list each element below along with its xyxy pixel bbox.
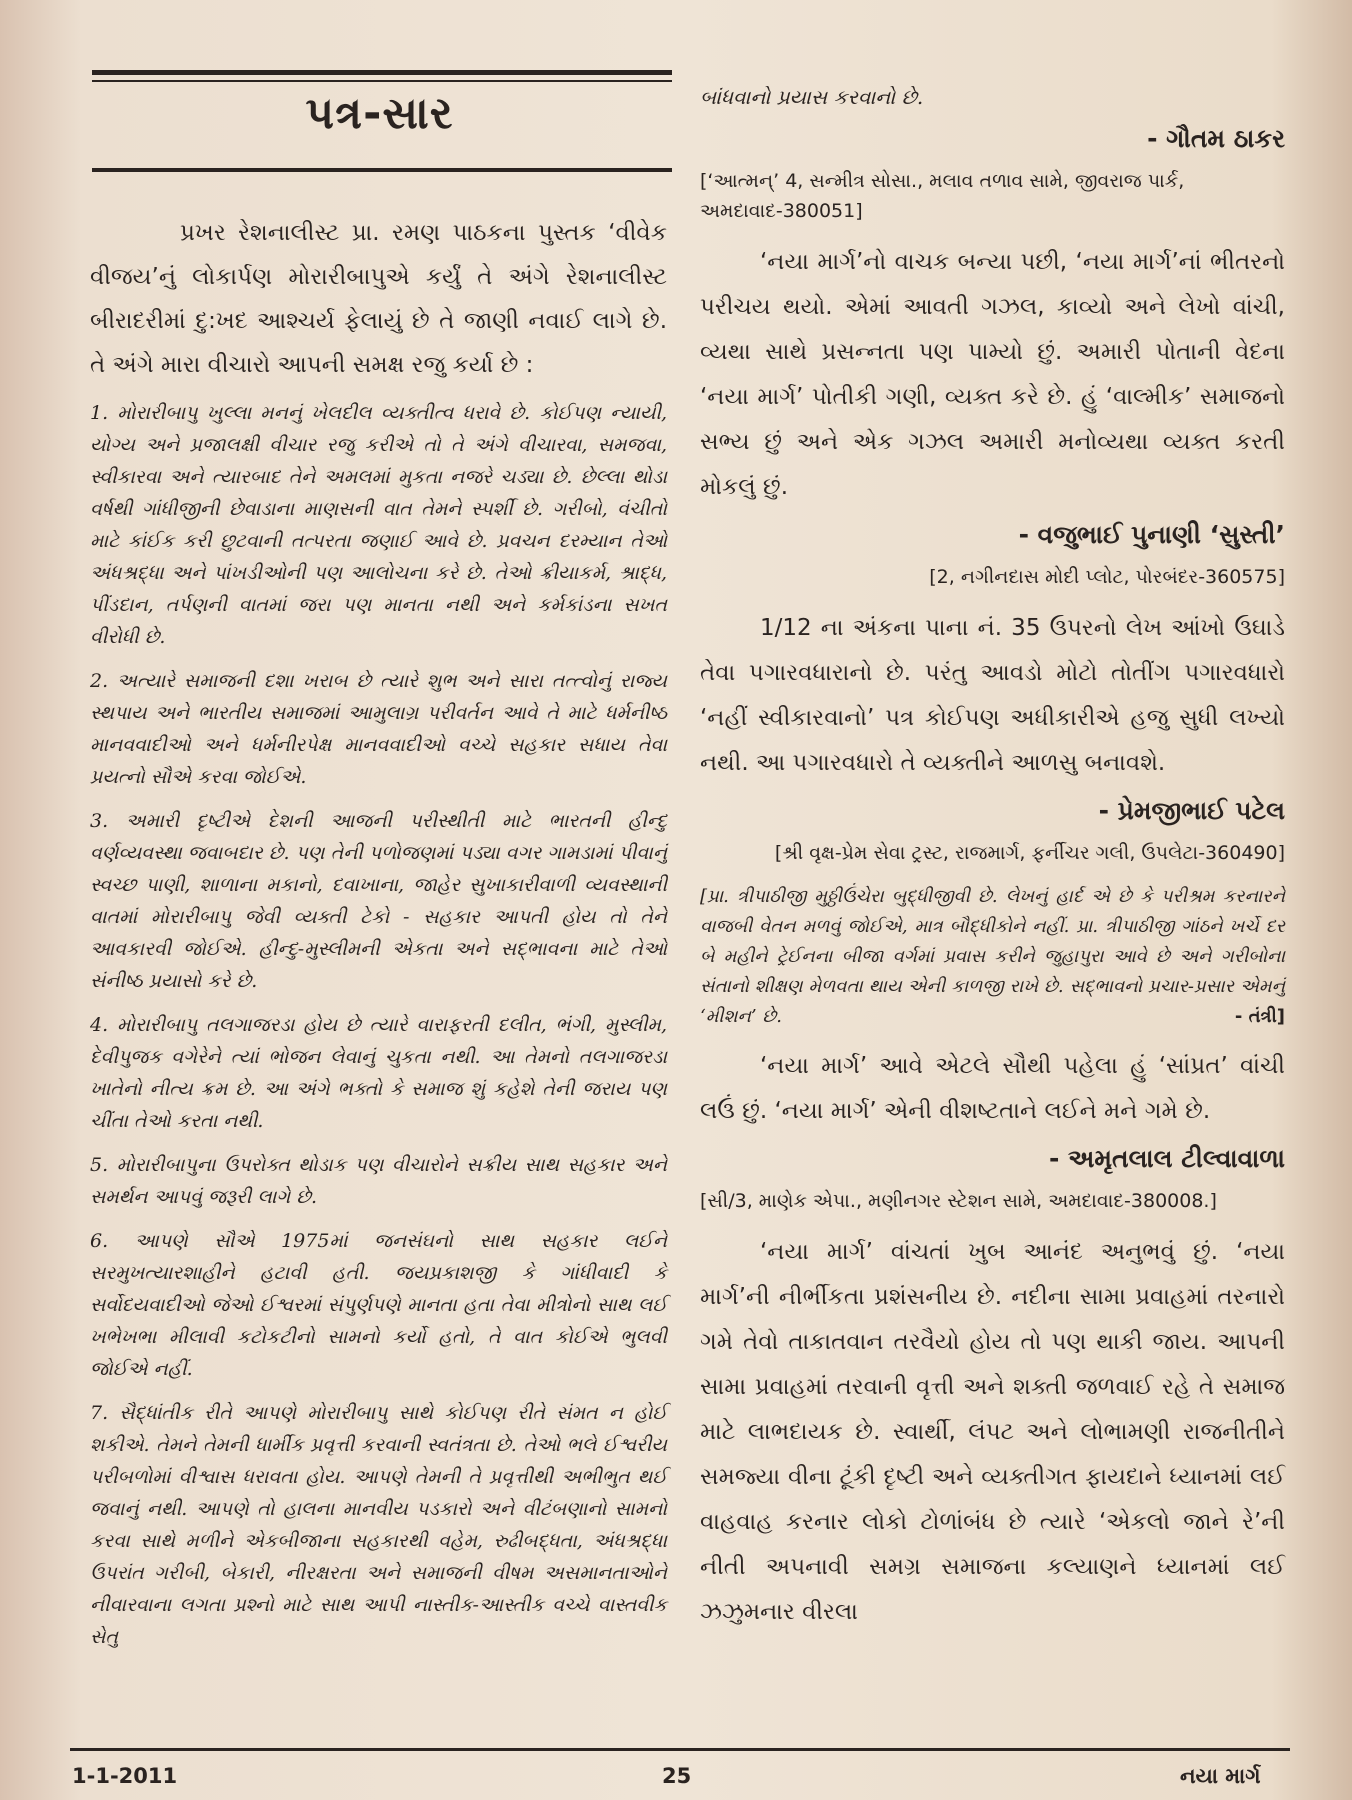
letter-premjibhai: 1/12 ના અંકના પાના નં. 35 ઉપરનો લેખ આંખો ઉઘાડે તેવા પગારવધારાનો છે. પરંતુ આવડો મોટો તોતીંગ પગારવધારો ‘નહીં સ્વીકારવાનો’ પત્ર કોઈપણ અધીકારીએ હજુ સુધી લખ્યો નથી. આ પગારવધારો તે વ્યક્તીને આળસુ બનાવશે.	[700, 615, 1285, 776]
address-vajubhai: [2, નગીનદાસ મોદી પ્લોટ, પોરબંદર-360575]	[929, 566, 1285, 588]
address-premjibhai: [શ્રી વૃક્ષ-પ્રેમ સેવા ટ્રસ્ટ, રાજમાર્ગ, ફર્નીચર ગલી, ઉપલેટા-360490]	[774, 842, 1285, 864]
editor-note-sign: - તંત્રી]	[1234, 1006, 1285, 1027]
signature-vajubhai: - વજુભાઈ પુનાણી ‘સુસ્તી’	[1018, 520, 1285, 549]
point-1: 1. મોરારીબાપુ ખુલ્લા મનનું ખેલદીલ વ્યક્તીત્વ ધરાવે છે. કોઈપણ ન્યાયી, યોગ્ય અને પ્રજાલક્ષી વીચાર રજુ કરીએ તો તે અંગે વીચારવા, સમજવા, સ્વીકારવા અને ત્યારબાદ તેને અમલમાં મુકતા નજરે ચડ્યા છે. છેલ્લા થોડા વર્ષથી ગાંધીજીની છેવાડાના માણસની વાત તેમને સ્પર્શી છે. ગરીબો, વંચીતો માટે કાંઈક કરી છુટવાની તત્પરતા જણાઈ આવે છે. પ્રવચન દરમ્યાન તેઓ અંધશ્રદ્ધા અને પાંખડીઓની પણ આલોચના કરે છે. તેઓ ક્રીયાકર્મ, શ્રાદ્ધ, પીંડદાન, તર્પણની વાતમાં જરા પણ માનતા નથી અને કર્મકાંડના સખત વીરોધી છે.	[90, 402, 667, 648]
signature-premjibhai: - પ્રેમજીભાઈ પટેલ	[1098, 796, 1285, 825]
letter-final: ‘નયા માર્ગ’ વાંચતાં ખુબ આનંદ અનુભવું છું. ‘નયા માર્ગ’ની નીર્ભીકતા પ્રશંસનીય છે. નદીના સામા પ્રવાહમાં તરનારો ગમે તેવો તાકાતવાન તરવૈયો હોય તો પણ થાકી જાય. આપની સામા પ્રવાહમાં તરવાની વૃત્તી અને શક્તી જળવાઈ રહે તે સમાજ માટે લાભદાયક છે. સ્વાર્થી, લંપટ અને લોભામણી રાજનીતીને સમજ્યા વીના ટૂંકી દૃષ્ટી અને વ્યક્તીગત ફાયદાને ધ્યાનમાં લઈ વાહવાહ કરનાર લોકો ટોળાંબંધ છે ત્યારે ‘એકલો જાને રે’ની નીતી અપનાવી સમગ્ર સમાજના કલ્યાણને ધ્યાનમાં લઈ ઝઝુમનાર વીરલા	[700, 1239, 1285, 1625]
section-heading: પત્ર-સાર	[305, 88, 454, 139]
continuation-line: બાંધવાનો પ્રયાસ કરવાનો છે.	[700, 85, 924, 109]
point-5: 5. મોરારીબાપુના ઉપરોક્ત થોડાક પણ વીચારોને સક્રીય સાથ સહકાર અને સમર્થન આપવું જરૂરી લાગે છે.	[90, 1154, 667, 1208]
point-4: 4. મોરારીબાપુ તલગાજરડા હોય છે ત્યારે વારાફરતી દલીત, ભંગી, મુસ્લીમ, દેવીપુજક વગેરેને ત્યાં ભોજન લેવાનું ચુકતા નથી. આ તેમનો તલગાજરડા ખાતેનો નીત્ય ક્રમ છે. આ અંગે ભક્તો કે સમાજ શું કહેશે તેની જરાય પણ ચીંતા તેઓ કરતા નથી.	[90, 1014, 667, 1132]
right-column	[700, 60, 1285, 1645]
signature-gautam: - ગૌતમ ઠાકર	[1147, 124, 1285, 153]
point-7: 7. સૈદ્ધાંતીક રીતે આપણે મોરારીબાપુ સાથે કોઈપણ રીતે સંમત ન હોઈ શકીએ. તેમને તેમની ધાર્મીક પ્રવૃત્તી કરવાની સ્વતંત્રતા છે. તેઓ ભલે ઈશ્વરીય પરીબળોમાં વીશ્વાસ ધરાવતા હોય. આપણે તેમની તે પ્રવૃત્તીથી અભીભુત થઈ જવાનું નથી. આપણે તો હાલના માનવીય પડકારો અને વીટંબણાનો સામનો કરવા સાથે મળીને એકબીજાના સહકારથી વહેમ, રુઢીબદ્ધતા, અંધશ્રદ્ધા ઉપરાંત ગરીબી, બેકારી, નીરક્ષરતા અને સમાજની વીષમ અસમાનતાઓને નીવારવાના લગતા પ્રશ્નો માટે સાથ આપી નાસ્તીક-આસ્તીક વચ્ચે વાસ્તવીક સેતુ	[90, 1402, 667, 1648]
point-2: 2. અત્યારે સમાજની દશા ખરાબ છે ત્યારે શુભ અને સારા તત્ત્વોનું રાજ્ય સ્થપાય અને ભારતીય સમાજમાં આમુલાગ્ર પરીવર્તન આવે તે માટે ધર્મનીષ્ઠ માનવવાદીઓ અને ધર્મનીરપેક્ષ માનવવાદીઓ વચ્ચે સહકાર સધાય તેવા પ્રયત્નો સૌએ કરવા જોઈએ.	[90, 670, 667, 788]
editor-note	[700, 882, 1285, 1032]
letter-amrutlal: ‘નયા માર્ગ’ આવે એટલે સૌથી પહેલા હું ‘સાંપ્રત’ વાંચી લઉં છું. ‘નયા માર્ગ’ એની વીશષ્ટતાને લઈને મને ગમે છે.	[700, 1053, 1285, 1124]
letter-vajubhai: ‘નયા માર્ગ’નો વાચક બન્યા પછી, ‘નયા માર્ગ’નાં ભીતરનો પરીચય થયો. એમાં આવતી ગઝલ, કાવ્યો અને લેખો વાંચી, વ્યથા સાથે પ્રસન્નતા પણ પામ્યો છું. અમારી પોતાની વેદના ‘નયા માર્ગ’ પોતીકી ગણી, વ્યક્ત કરે છે. હું ‘વાલ્મીક’ સમાજનો સભ્ય છું અને એક ગઝલ અમારી મનોવ્યથા વ્યક્ત કરતી મોકલું છું.	[700, 249, 1285, 500]
editor-note-text: [પ્રા. ત્રીપાઠીજી મુઠ્ઠીઉંચેરા બુદ્ધીજીવી છે. લેખનું હાર્દ એ છે કે પરીશ્રમ કરનારને વાજબી વેતન મળવું જોઈએ, માત્ર બૌદ્ધીકોને નહીં. પ્રા. ત્રીપાઠીજી ગાંઠને ખર્ચે દર બે મહીને ટ્રેઈનના બીજા વર્ગમાં પ્રવાસ કરીને જુહાપુરા આવે છે અને ગરીબોના સંતાનો શીક્ષણ મેળવતા થાય એની કાળજી રાખે છે. સદ્ભાવનો પ્રચાર-પ્રસાર એમનું ‘મીશન’ છે.	[700, 886, 1285, 1027]
left-column	[82, 60, 677, 1665]
point-6: 6. આપણે સૌએ 1975માં જનસંઘનો સાથ સહકાર લઈને સરમુખત્યારશાહીને હટાવી હતી. જયપ્રકાશજી કે ગાંધીવાદી કે સર્વોદયવાદીઓ જેઓ ઈશ્વરમાં સંપુર્ણપણે માનતા હતા તેવા મીત્રોનો સાથ લઈ ખભેખભા મીલાવી કટોકટીનો સામનો કર્યો હતો, તે વાત કોઈએ ભુલવી જોઈએ નહીં.	[90, 1230, 667, 1380]
footer-magazine-name: નયા માર્ગ	[1180, 1764, 1261, 1788]
footer-page-number: 25	[662, 1764, 692, 1788]
address-gautam: [‘આત્મન્’ 4, સન્મીત્ર સોસા., મલાવ તળાવ સામે, જીવરાજ પાર્ક, અમદાવાદ-380051]	[700, 170, 1185, 222]
signature-amrutlal: - અમૃતલાલ ટીલ્વાવાળા	[1048, 1144, 1285, 1173]
footer-date: 1-1-2011	[72, 1764, 178, 1788]
point-3: 3. અમારી દૃષ્ટીએ દેશની આજની પરીસ્થીતી માટે ભારતની હીન્દુ વર્ણવ્યવસ્થા જવાબદાર છે. પણ તેની પળોજણમાં પડ્યા વગર ગામડામાં પીવાનું સ્વચ્છ પાણી, શાળાના મકાનો, દવાખાના, જાહેર સુખાકારીવાળી વ્યવસ્થાની વાતમાં મોરારીબાપુ જેવી વ્યક્તી ટેકો - સહકાર આપતી હોય તો તેને આવકારવી જોઈએ. હીન્દુ-મુસ્લીમની એકતા અને સદ્ભાવના માટે તેઓ સંનીષ્ઠ પ્રયાસો કરે છે.	[90, 810, 667, 992]
points-list	[82, 397, 677, 1653]
intro-paragraph: પ્રખર રેશનાલીસ્ટ પ્રા. રમણ પાઠકના પુસ્તક ‘વીવેક વીજય’નું લોકાર્પણ મોરારીબાપુએ કર્યું તે અંગે રેશનાલીસ્ટ બીરાદરીમાં દુ:ખદ આશ્ચર્ય ફેલાયું છે તે જાણી નવાઈ લાગે છે. તે અંગે મારા વીચારો આપની સમક્ષ રજુ કર્યા છે :	[90, 220, 667, 378]
footer-rule	[70, 1748, 1290, 1751]
address-amrutlal: [સી/3, માણેક એપા., મણીનગર સ્ટેશન સામે, અમદાવાદ-380008.]	[700, 1190, 1217, 1212]
